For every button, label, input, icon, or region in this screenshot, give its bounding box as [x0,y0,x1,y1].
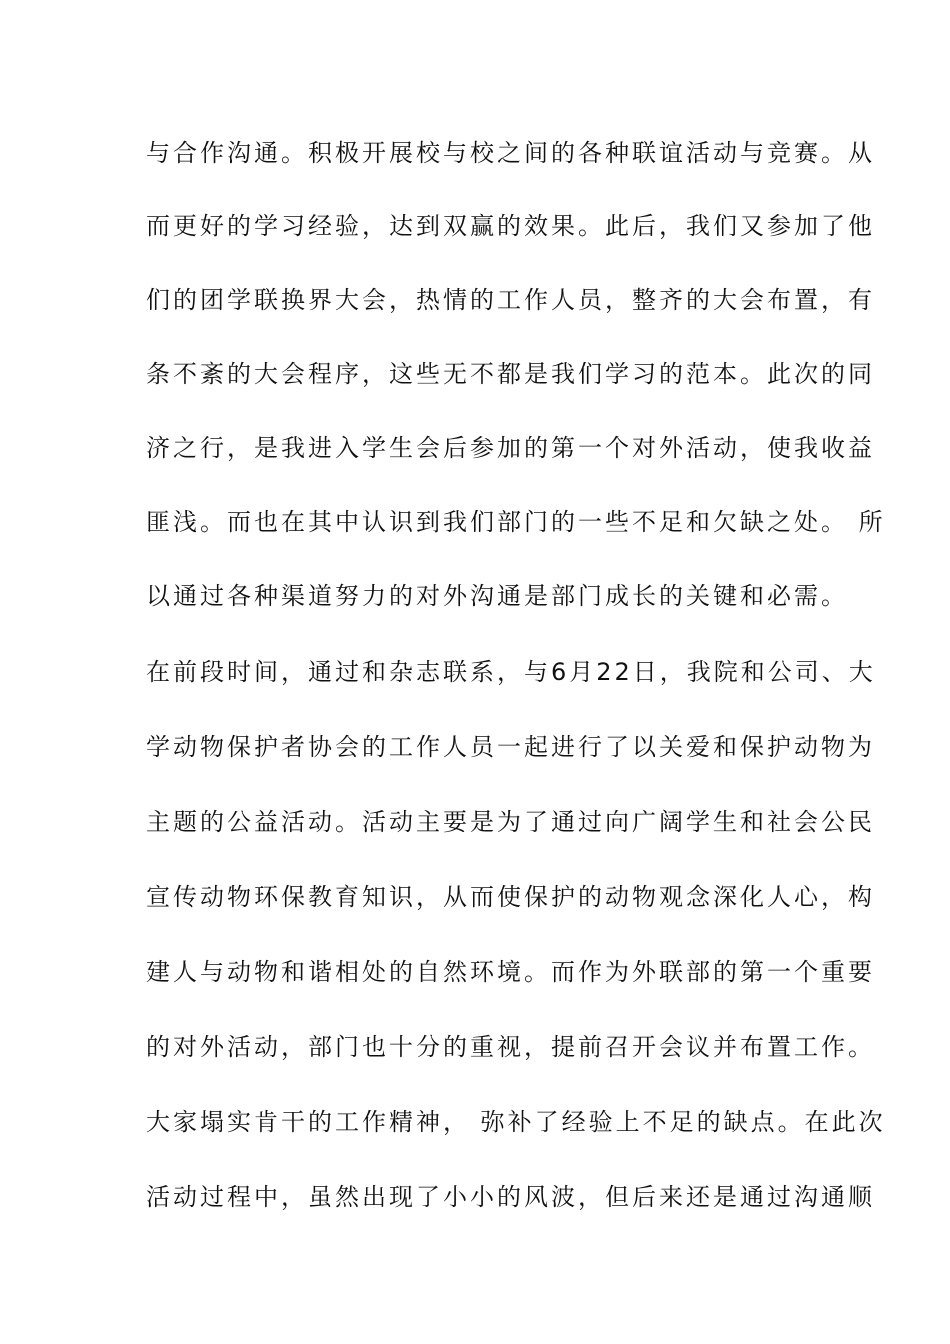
text-line: 宣传动物环保教育知识，从而使保护的动物观念深化人心，构 [146,883,875,911]
text-line: 主题的公益活动。活动主要是为了通过向广阔学生和社会公民 [146,808,875,836]
text-line: 以通过各种渠道努力的对外沟通是部门成长的关键和必需。 [146,582,848,610]
text-line: 建人与动物和谐相处的自然环境。而作为外联部的第一个重要 [146,958,875,986]
text-line: 而更好的学习经验，达到双赢的效果。此后，我们又参加了他 [146,212,875,240]
text-line: 们的团学联换界大会，热情的工作人员，整齐的大会布置，有 [146,286,875,314]
text-line: 大家塌实肯干的工作精神， 弥补了经验上不足的缺点。在此次 [146,1108,886,1136]
text-line: 活动过程中，虽然出现了小小的风波，但后来还是通过沟通顺 [146,1183,875,1211]
text-line: 匪浅。而也在其中认识到我们部门的一些不足和欠缺之处。 所 [146,508,886,536]
text-line: 条不紊的大会程序，这些无不都是我们学习的范本。此次的同 [146,360,875,388]
text-line: 学动物保护者协会的工作人员一起进行了以关爱和保护动物为 [146,733,875,761]
text-line: 济之行，是我进入学生会后参加的第一个对外活动，使我收益 [146,434,875,462]
text-line: 的对外活动，部门也十分的重视，提前召开会议并布置工作。 [146,1033,875,1061]
text-line: 在前段时间，通过和杂志联系，与6月22日，我院和公司、大 [146,658,876,686]
text-line: 与合作沟通。积极开展校与校之间的各种联谊活动与竞赛。从 [146,139,875,167]
